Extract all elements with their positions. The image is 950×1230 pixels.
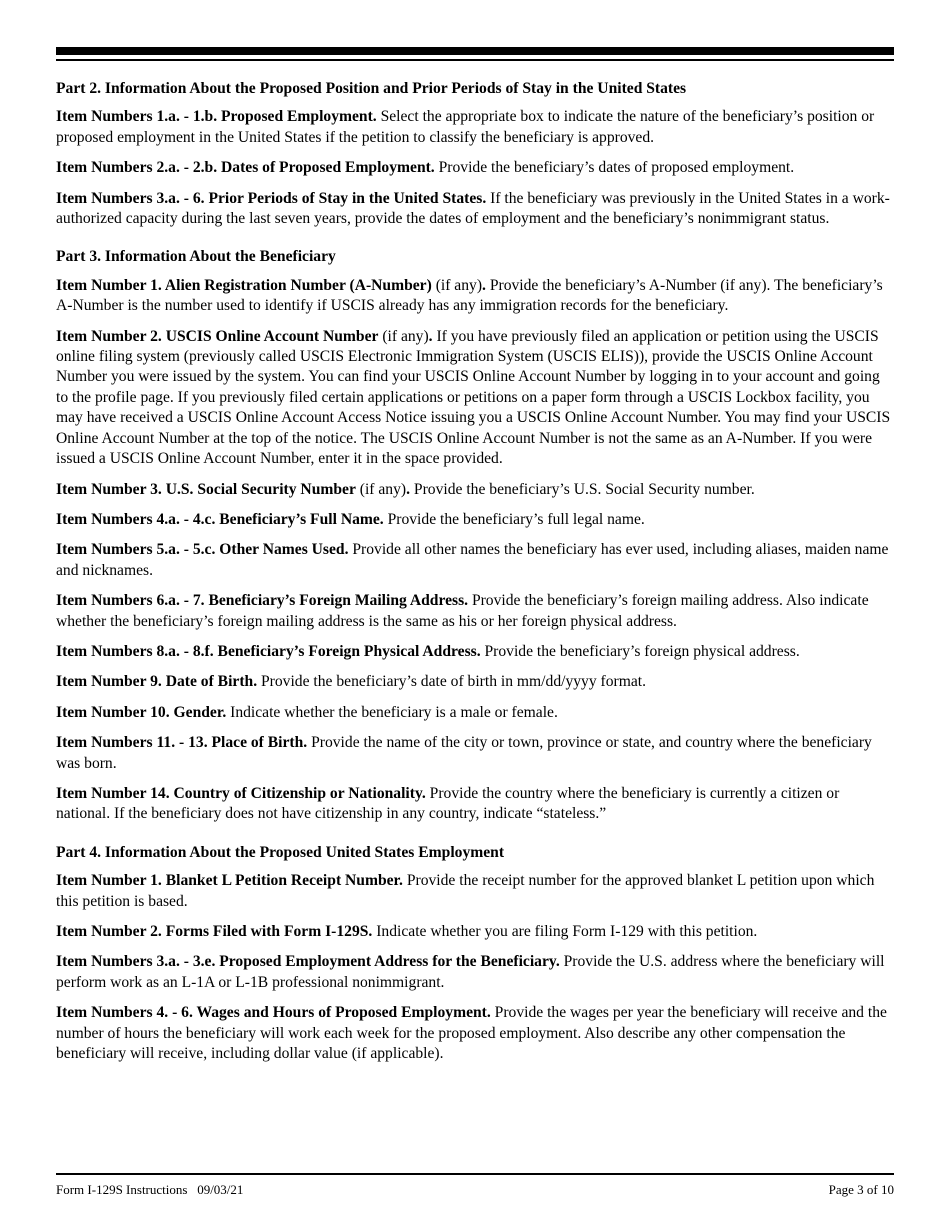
item-label: Item Numbers 4.a. - 4.c. Beneficiary’s Full Name. <box>56 510 384 528</box>
part3-item-2 <box>56 327 892 470</box>
item-text: Provide the receipt number for the approved blanket L petition upon which this petition is based. <box>56 872 875 910</box>
item-label: Item Numbers 4. - 6. Wages and Hours of Proposed Employment. <box>56 1004 491 1022</box>
item-text: Provide the beneficiary’s foreign physical address. <box>480 642 800 660</box>
item-label: Item Number 1. Alien Registration Number (A-Number) <box>56 276 432 294</box>
item-suffix: (if any) <box>355 480 407 498</box>
item-text: Provide the beneficiary’s full legal name. <box>383 510 645 528</box>
part3-item-7 <box>56 642 892 662</box>
item-text: Indicate whether the beneficiary is a male or female. <box>226 703 558 721</box>
item-text: Provide the beneficiary’s foreign mailing address. Also indicate whether the beneficiary’s foreign mailing address is the same as his or her foreign physical address. <box>56 592 869 630</box>
part2-item-1 <box>56 107 892 148</box>
item-text: Provide the beneficiary’s A-Number (if any). The beneficiary’s A-Number is the number used to identify if USCIS already has any immigration records for the beneficiary. <box>56 276 883 315</box>
part3-item-6 <box>56 591 892 632</box>
item-dot: . <box>428 327 433 345</box>
part4-item-1 <box>56 871 892 912</box>
footer-rule <box>56 1173 894 1175</box>
header-rule-thick <box>56 47 894 55</box>
item-label: Item Number 9. Date of Birth. <box>56 673 258 691</box>
part2-item-2 <box>56 158 892 178</box>
part3-heading: Part 3. Information About the Beneficiary <box>56 248 336 266</box>
part4-item-3 <box>56 952 892 993</box>
item-label: Item Numbers 2.a. - 2.b. Dates of Proposed Employment. <box>56 159 435 177</box>
item-text: Provide the beneficiary’s date of birth in mm/dd/yyyy format. <box>257 673 646 691</box>
item-label: Item Numbers 5.a. - 5.c. Other Names Used. <box>56 541 349 559</box>
part3-item-11 <box>56 784 892 825</box>
item-suffix: (if any) <box>431 276 483 294</box>
item-label: Item Numbers 8.a. - 8.f. Beneficiary’s Foreign Physical Address. <box>56 642 481 660</box>
item-label: Item Numbers 6.a. - 7. Beneficiary’s Foreign Mailing Address. <box>56 592 469 610</box>
item-text: Provide the name of the city or town, province or state, and country where the beneficiary was born. <box>56 734 872 772</box>
item-text: Provide the country where the beneficiary is currently a citizen or national. If the beneficiary does not have citizenship in any country, indicate “stateless.” <box>56 784 840 823</box>
part3-item-8 <box>56 672 892 692</box>
item-label: Item Numbers 3.a. - 6. Prior Periods of Stay in the United States. <box>56 189 487 207</box>
item-text: If the beneficiary was previously in the United States in a work-authorized capacity during the last seven years, provide the dates of employment and the beneficiary’s nonimmigrant status. <box>56 189 890 228</box>
part3-item-10 <box>56 733 892 774</box>
item-label: Item Number 14. Country of Citizenship or Nationality. <box>56 784 426 802</box>
part4-item-4 <box>56 1003 892 1064</box>
item-label: Item Numbers 1.a. - 1.b. Proposed Employment. <box>56 108 377 126</box>
item-text: Provide the beneficiary’s U.S. Social Security number. <box>410 480 755 498</box>
item-text: Indicate whether you are filing Form I-129 with this petition. <box>372 923 758 940</box>
item-text: If you have previously filed an application or petition using the USCIS online filing system (previously called USCIS Electronic Immigration System (USCIS ELIS)), provide the USCIS Online Account Number you were issued by the system. You can find your USCIS Online Account Number by logging in to your account and going to the profile page. If you previously filed certain applications or petitions on a paper form through a USCIS Lockbox facility, you may have received a USCIS Online Account Access Notice issuing you a USCIS Online Account Number. You may find your USCIS Online Account Number at the top of the notice. The USCIS Online Account Number is not the same as an A-Number. If you were issued a USCIS Online Account Number, enter it in the space provided. <box>56 327 891 468</box>
item-dot: . <box>482 276 486 294</box>
footer-page-number: Page 3 of 10 <box>828 1182 894 1197</box>
part2-item-3 <box>56 189 892 230</box>
item-dot: . <box>406 480 411 498</box>
item-text: Provide all other names the beneficiary has ever used, including aliases, maiden name and nicknames. <box>56 541 889 579</box>
footer-form-id: Form I-129S Instructions 09/03/21 <box>56 1182 244 1197</box>
item-label: Item Number 3. U.S. Social Security Number <box>56 480 356 498</box>
item-label: Item Numbers 11. - 13. Place of Birth. <box>56 734 308 752</box>
item-text: Provide the U.S. address where the beneficiary will perform work as an L-1A or L-1B professional nonimmigrant. <box>56 953 885 991</box>
item-text: Provide the wages per year the beneficiary will receive and the number of hours the beneficiary will work each week for the proposed employment. Also describe any other compensation the beneficiary will receive, including dollar value (if applicable). <box>56 1004 887 1063</box>
item-label: Item Number 10. Gender. <box>56 703 227 721</box>
part3-item-3 <box>56 480 892 500</box>
part2-heading: Part 2. Information About the Proposed Position and Prior Periods of Stay in the United States <box>56 80 687 97</box>
item-label: Item Number 2. Forms Filed with Form I-129S. <box>56 923 373 940</box>
instructions-body <box>56 79 892 1074</box>
item-suffix: (if any) <box>378 327 429 345</box>
part3-item-1 <box>56 276 892 317</box>
part3-item-5 <box>56 540 892 581</box>
header-rule-thin <box>56 59 894 61</box>
item-label: Item Number 2. USCIS Online Account Number <box>56 327 379 345</box>
part4-heading: Part 4. Information About the Proposed United States Employment <box>56 843 505 861</box>
item-label: Item Numbers 3.a. - 3.e. Proposed Employment Address for the Beneficiary. <box>56 953 560 971</box>
item-text: Select the appropriate box to indicate the nature of the beneficiary’s position or proposed employment in the United States if the petition to classify the beneficiary is approved. <box>56 108 875 146</box>
item-text: Provide the beneficiary’s dates of proposed employment. <box>434 159 795 177</box>
part4-item-2 <box>56 922 892 942</box>
part3-item-4 <box>56 510 892 530</box>
item-label: Item Number 1. Blanket L Petition Receipt Number. <box>56 872 403 890</box>
part3-item-9 <box>56 703 892 723</box>
